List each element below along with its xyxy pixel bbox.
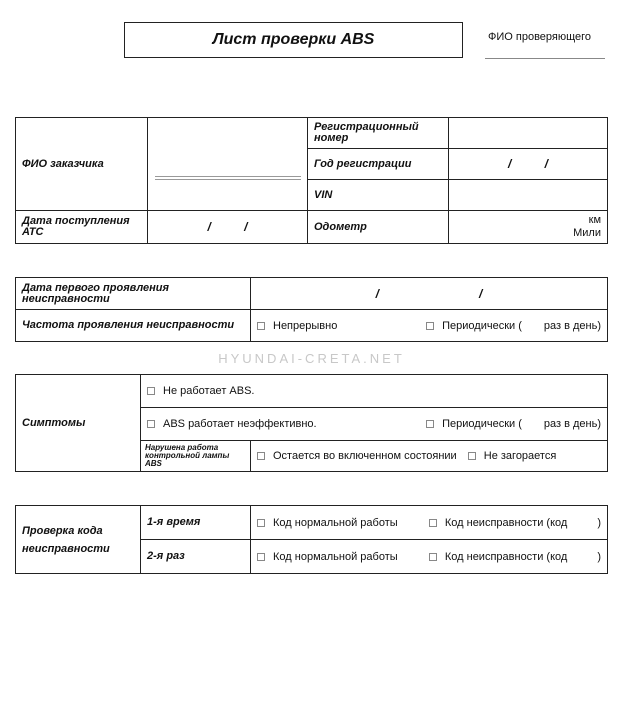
watermark: HYUNDAI-CRETA.NET [218, 351, 405, 366]
form-title: Лист проверки ABS [124, 22, 463, 58]
registration-number-field[interactable] [449, 118, 608, 149]
symptom-periodic-checkbox[interactable] [426, 420, 434, 428]
first-fault-close: ) [597, 516, 601, 529]
odometer-label: Одометр [308, 211, 449, 244]
symptom-periodic-suffix: раз в день) [543, 418, 602, 430]
symptoms-label: Симптомы [16, 375, 141, 472]
odometer-unit-km: км [588, 214, 601, 226]
warning-lamp-options [251, 441, 608, 472]
continuous-label: Непрерывно [273, 319, 338, 332]
abs-not-working-label: Не работает ABS. [163, 385, 255, 397]
option-first-normal[interactable] [257, 517, 398, 529]
customer-name-line [155, 176, 301, 180]
periodic-checkbox[interactable] [426, 322, 434, 330]
abs-not-working-checkbox[interactable] [147, 387, 155, 395]
warning-lamp-label: Нарушена работа контрольной лампы ABS [141, 441, 251, 472]
arrival-date-value: / / [207, 220, 248, 234]
option-symptom-periodic[interactable] [426, 418, 601, 430]
first-normal-checkbox[interactable] [257, 519, 265, 527]
continuous-checkbox[interactable] [257, 322, 265, 330]
registration-year-value: / / [507, 157, 548, 171]
option-abs-ineffective[interactable] [147, 418, 317, 430]
periodic-suffix: раз в день) [543, 319, 601, 332]
odometer-unit-miles: Мили [573, 227, 601, 239]
frequency-options [251, 310, 608, 342]
fault-table [15, 277, 608, 342]
check-code-label: Проверка кода неисправности [16, 506, 141, 574]
option-abs-not-working[interactable] [147, 385, 254, 397]
customer-table [15, 117, 608, 244]
arrival-date-label: Дата поступления АТС [16, 211, 148, 244]
registration-year-label: Год регистрации [308, 149, 449, 180]
abs-ineffective-row [141, 408, 608, 441]
symptoms-table [15, 374, 608, 472]
lamp-not-lit-checkbox[interactable] [468, 452, 476, 460]
option-second-normal[interactable] [257, 551, 398, 563]
option-lamp-not-lit[interactable] [468, 450, 557, 462]
option-periodic[interactable] [426, 320, 601, 332]
code-table [15, 505, 608, 574]
second-fault-close: ) [597, 550, 601, 563]
option-first-fault[interactable] [429, 517, 601, 529]
registration-number-label: Регистрационный номер [308, 118, 449, 149]
abs-ineffective-checkbox[interactable] [147, 420, 155, 428]
abs-ineffective-label: ABS работает неэффективно. [163, 418, 317, 430]
option-lamp-stays-on[interactable] [257, 450, 460, 462]
second-normal-checkbox[interactable] [257, 553, 265, 561]
option-continuous[interactable] [257, 320, 337, 332]
lamp-not-lit-label: Не загорается [483, 450, 557, 462]
inspector-name-label: ФИО проверяющего [488, 31, 592, 43]
odometer-field[interactable] [449, 211, 608, 244]
second-fault-label: Код неисправности (код [444, 550, 568, 563]
second-normal-label: Код нормальной работы [273, 550, 398, 563]
inspector-name-field[interactable] [485, 58, 605, 59]
second-fault-checkbox[interactable] [429, 553, 437, 561]
first-occurrence-value: / / [375, 286, 483, 301]
customer-name-field[interactable] [148, 118, 308, 211]
abs-not-working-row [141, 375, 608, 408]
periodic-label: Периодически ( [442, 319, 522, 332]
second-time-label: 2-я раз [141, 540, 251, 574]
frequency-label: Частота проявления неисправности [16, 310, 251, 342]
first-normal-label: Код нормальной работы [273, 516, 398, 529]
arrival-date-field[interactable] [148, 211, 308, 244]
symptom-periodic-label: Периодически ( [442, 418, 522, 430]
lamp-stays-on-label: Остается во включенном состоянии [273, 450, 457, 462]
first-fault-checkbox[interactable] [429, 519, 437, 527]
first-fault-label: Код неисправности (код [444, 516, 568, 529]
first-occurrence-field[interactable] [251, 278, 608, 310]
first-time-label: 1-я время [141, 506, 251, 540]
vin-field[interactable] [449, 180, 608, 211]
lamp-stays-on-checkbox[interactable] [257, 452, 265, 460]
vin-label: VIN [308, 180, 449, 211]
first-time-options [251, 506, 608, 540]
first-occurrence-label: Дата первого проявления неисправности [16, 278, 251, 310]
second-time-options [251, 540, 608, 574]
option-second-fault[interactable] [429, 551, 601, 563]
customer-name-label: ФИО заказчика [16, 118, 148, 211]
registration-year-field[interactable] [449, 149, 608, 180]
